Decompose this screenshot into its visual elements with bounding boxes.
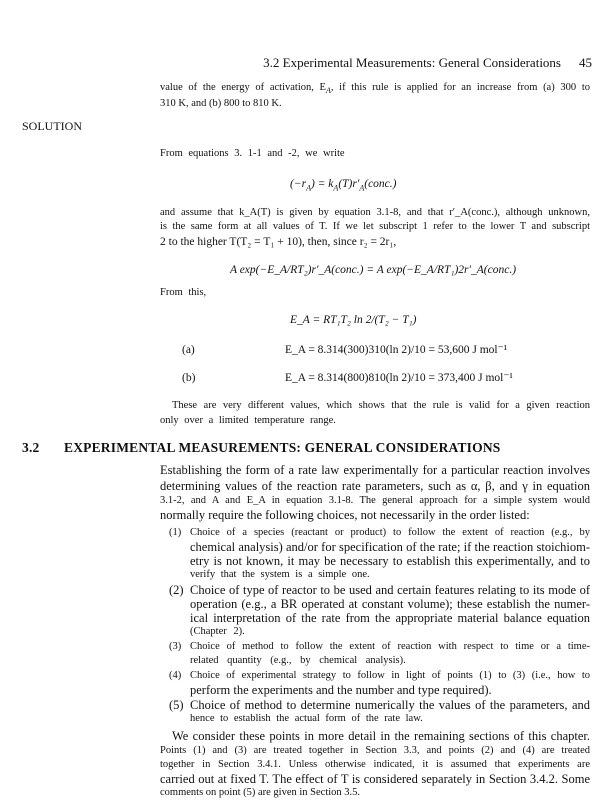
item-line: ical interpretation of the rate from the appropriate material balance equation (190, 611, 590, 625)
item-line: Choice of method to follow the extent of reaction with respect to time or a time- (190, 641, 590, 652)
item-line: related quantity (e.g., by chemical analysis). (190, 655, 406, 666)
conclusion-line: These are very different values, which shows that the rule is valid for a given reaction (172, 400, 590, 411)
solution-label: SOLUTION (22, 119, 82, 133)
intro-line: normally require the following choices, not necessarily in the order listed: (160, 508, 530, 522)
item-line: Choice of method to determine numerically the values of the parameters, and (190, 698, 590, 712)
problem-line: 310 K, and (b) 800 to 810 K. (160, 98, 282, 109)
problem-line: value of the energy of activation, $E_A$, if this rule is applied for an increase from (a) 300 to (160, 82, 590, 95)
item-number: (4) (169, 670, 182, 681)
item-line: operation (e.g., a BR operated at constant volume); these establish the numer- (190, 597, 590, 611)
intro-line: determining values of the reaction rate parameters, such as α, β, and γ in equation (160, 479, 590, 493)
item-line: Choice of type of reactor to be used and certain features relating to its mode of (190, 583, 590, 597)
intro-line: Establishing the form of a rate law experimentally for a particular reaction involves (160, 463, 590, 477)
item-line: (Chapter 2). (190, 626, 245, 637)
closing-line: carried out at fixed T. The effect of T is considered separately in Section 3.4.2. Some (160, 772, 590, 786)
paragraph-line: 2 to the higher T(T₂ = T₁ + 10), then, since r₂ = 2r₁, (160, 236, 397, 248)
page-number: 45 (579, 55, 592, 70)
closing-line: comments on point (5) are given in Section 3.5. (160, 787, 361, 798)
from-this-text: From this, (160, 287, 207, 298)
solution-intro: From equations 3. 1-1 and -2, we write (160, 148, 345, 159)
running-header (263, 56, 592, 70)
part-a-equation: E_A = 8.314(300)310(ln 2)/10 = 53,600 J mol⁻¹ (285, 344, 508, 356)
part-b-label: (b) (182, 372, 196, 384)
item-line: etry is not known, it may be necessary to establish this experimentally, and to (190, 554, 590, 568)
part-a-label: (a) (182, 344, 195, 356)
equation-rate: $(-r_A)$ = $k_A(T)r'_A(conc.)$ (290, 178, 397, 193)
item-line: hence to establish the actual form of the rate law. (190, 713, 423, 724)
closing-line: We consider these points in more detail in the remaining sections of this chapter. (172, 729, 590, 743)
equation-activation-energy: E_A = RT₁T₂ ln 2/(T₂ − T₁) (290, 314, 417, 326)
item-line: Choice of a species (reactant or product) to follow the extent of reaction (e.g., by (190, 527, 590, 538)
intro-line: 3.1-2, and A and E_A in equation 3.1-8. The general approach for a simple system would (160, 495, 590, 506)
paragraph-line: is the same form at all values of T. If we let subscript 1 refer to the lower T and subscript (160, 221, 590, 232)
running-title: 3.2 Experimental Measurements: General Considerations (263, 55, 561, 70)
section-number: 3.2 (22, 440, 40, 455)
item-number: (1) (169, 527, 182, 538)
item-number: (5) (169, 698, 184, 712)
item-line: verify that the system is a simple one. (190, 569, 370, 580)
item-line: Choice of experimental strategy to follow in light of points (1) to (3) (i.e., how to (190, 670, 590, 681)
paragraph-line: and assume that k_A(T) is given by equation 3.1-8, and that r′_A(conc.), although unknown, (160, 207, 590, 218)
item-number: (3) (169, 641, 182, 652)
closing-line: together in Section 3.4.1. Unless otherwise indicated, it is assumed that experiments are (160, 759, 590, 770)
closing-line: Points (1) and (3) are treated together in Section 3.3, and points (2) and (4) are treated (160, 745, 590, 756)
item-line: perform the experiments and the number and type required). (190, 683, 492, 697)
item-line: chemical analysis) and/or for specification of the rate; if the reaction stoichiom- (190, 540, 590, 554)
section-title: EXPERIMENTAL MEASUREMENTS: GENERAL CONSIDERATIONS (64, 440, 501, 455)
part-b-equation: E_A = 8.314(800)810(ln 2)/10 = 373,400 J mol⁻¹ (285, 372, 513, 384)
equation-arrhenius-ratio: A exp(−E_A/RT₂)r′_A(conc.) = A exp(−E_A/RT₁)2r′_A(conc.) (230, 264, 517, 276)
conclusion-line: only over a limited temperature range. (160, 415, 336, 426)
item-number: (2) (169, 583, 184, 597)
